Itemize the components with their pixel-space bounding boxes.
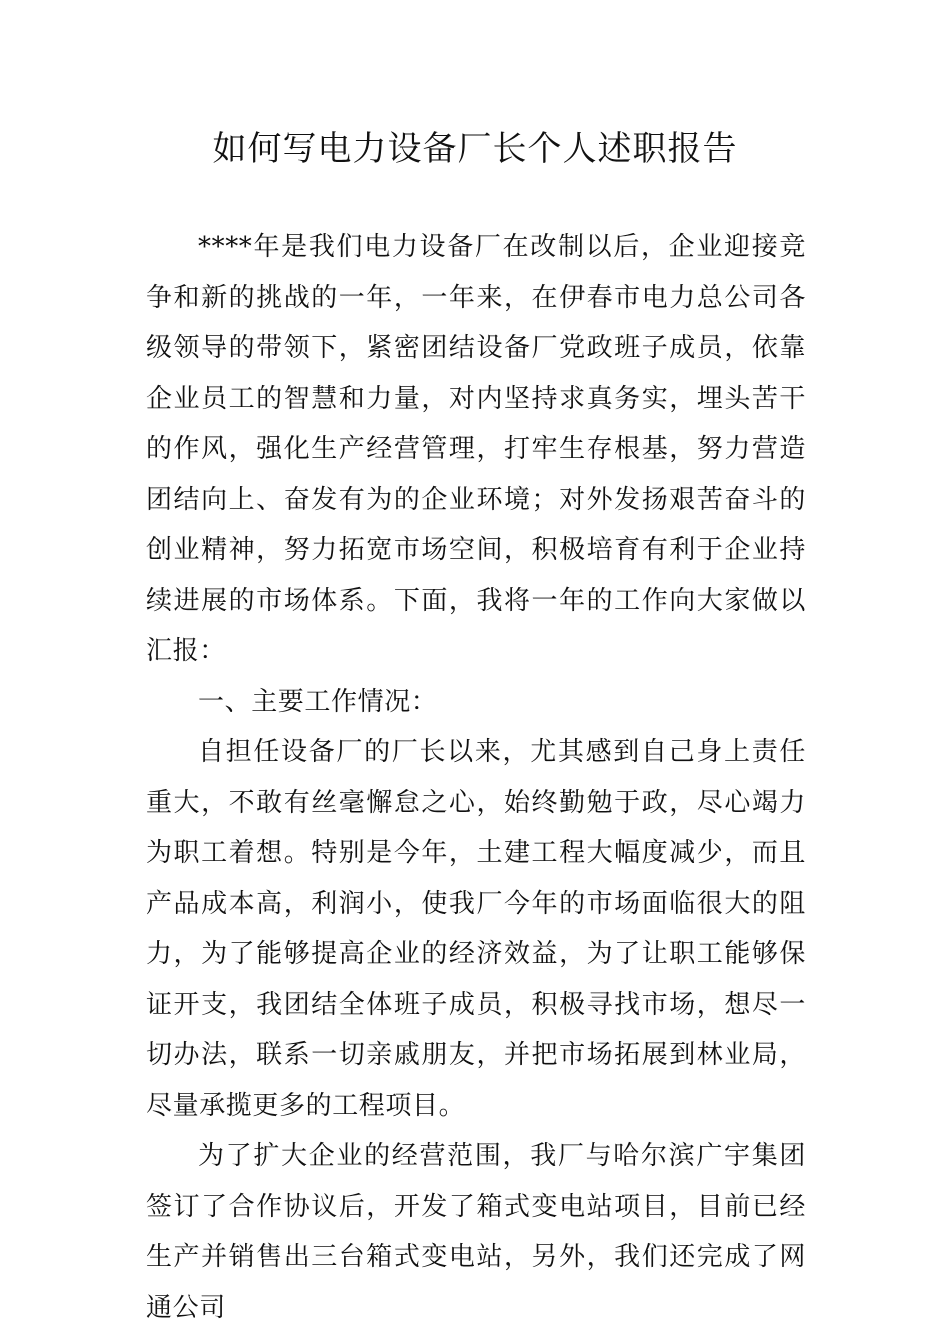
- document-title: 如何写电力设备厂长个人述职报告: [212, 129, 738, 169]
- paragraph-intro: ****年是我们电力设备厂在改制以后，企业迎接竞争和新的挑战的一年，一年来，在伊春市电力总公司各级领导的带领下，紧密团结设备厂党政班子成员，依靠企业员工的智慧和力量，对内坚持求真务实，埋头苦干的作风，强化生产经营管理，打牢生存根基，努力营造团结向上、奋发有为的企业环境；对外发扬艰苦奋斗的创业精神，努力拓宽市场空间，积极培育有利于企业持续进展的市场体系。下面，我将一年的工作向大家做以汇报：: [146, 232, 806, 666]
- section-heading-main-work: 一、主要工作情况：: [198, 686, 438, 717]
- document-body: [146, 222, 806, 1333]
- paragraph-responsibility: 自担任设备厂的厂长以来，尤其感到自己身上责任重大，不敢有丝毫懈怠之心，始终勤勉于政，尽心竭力为职工着想。特别是今年，土建工程大幅度减少，而且产品成本高，利润小，使我厂今年的市场面临很大的阻力，为了能够提高企业的经济效益，为了让职工能够保证开支，我团结全体班子成员，积极寻找市场，想尽一切办法，联系一切亲戚朋友，并把市场拓展到林业局，尽量承揽更多的工程项目。: [146, 737, 806, 1121]
- paragraph-business-scope: 为了扩大企业的经营范围，我厂与哈尔滨广宇集团签订了合作协议后，开发了箱式变电站项目，目前已经生产并销售出三台箱式变电站，另外，我们还完成了网通公司: [146, 1141, 806, 1323]
